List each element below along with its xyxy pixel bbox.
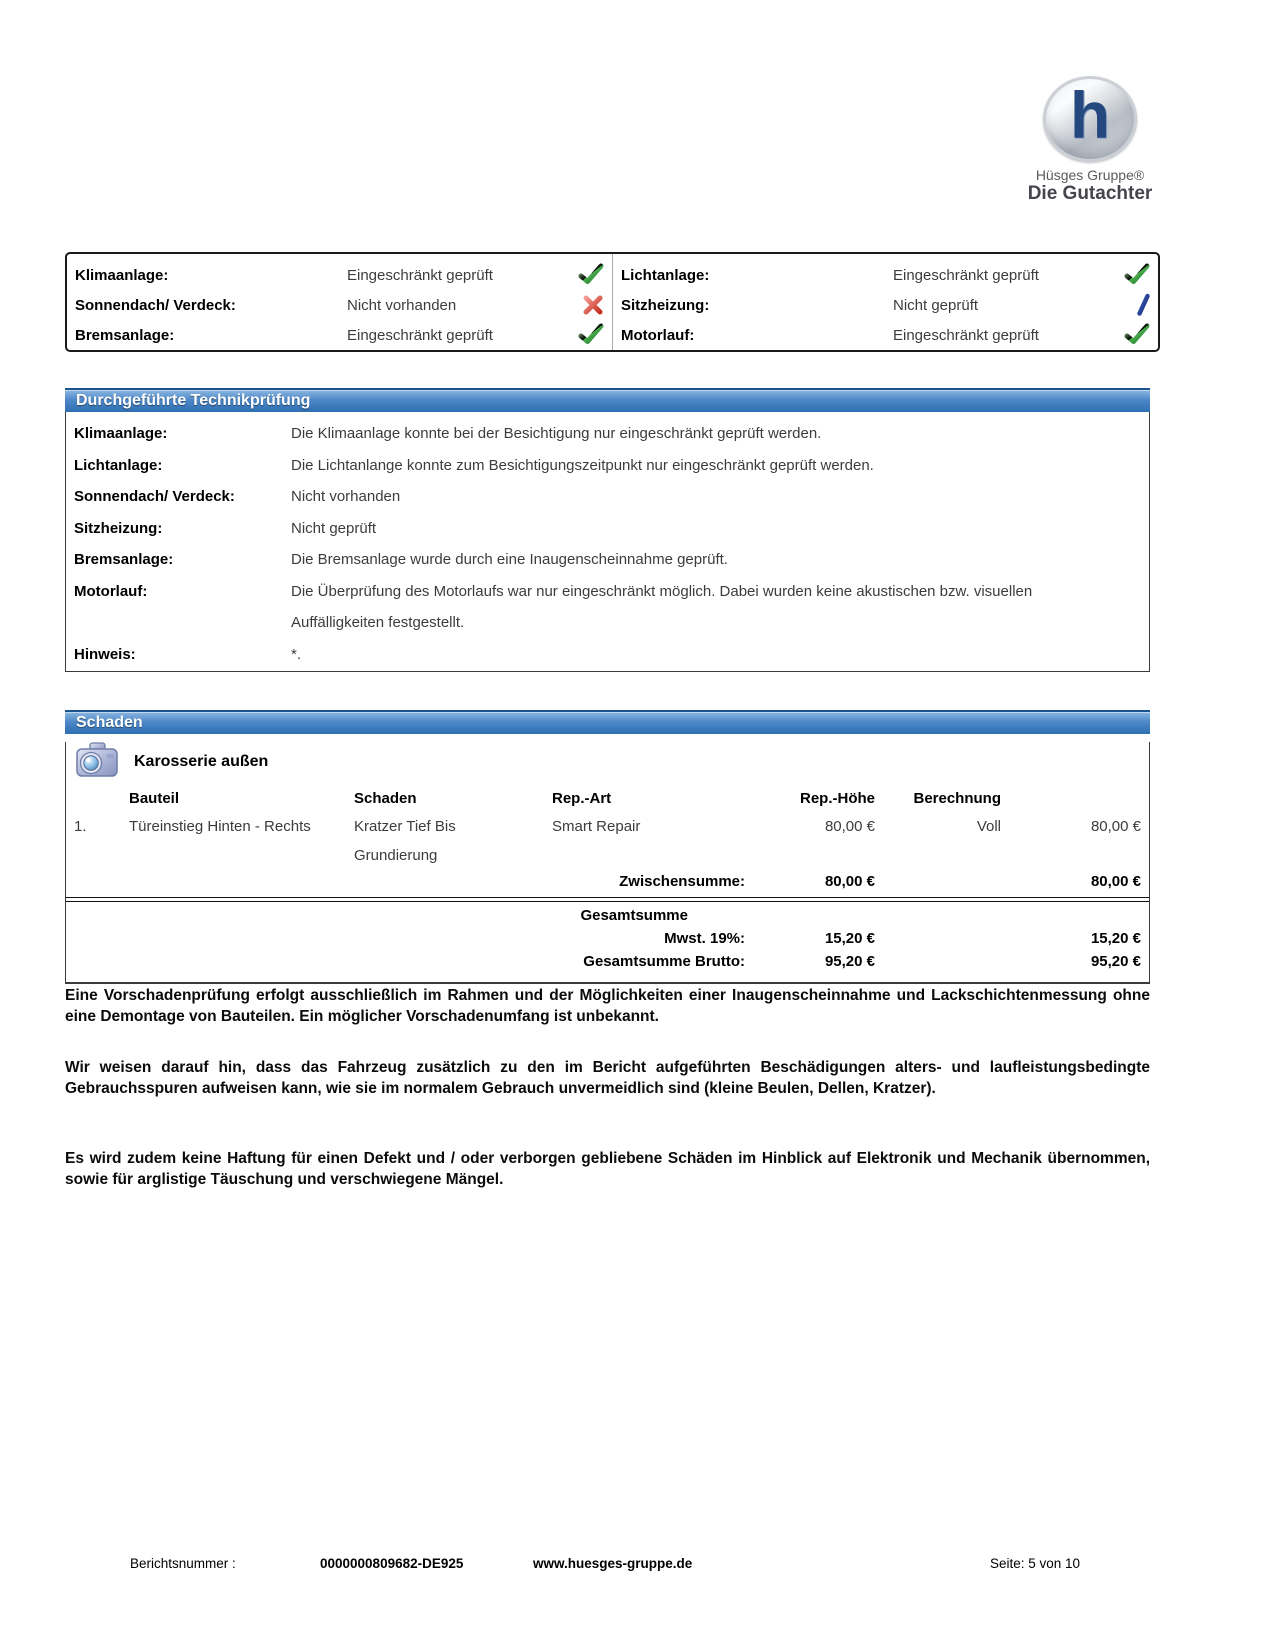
cross-icon (582, 294, 604, 316)
zwischensumme-value: 80,00 € (824, 873, 875, 890)
section-title: Schaden (76, 714, 143, 731)
status-label: Sitzheizung: (621, 296, 710, 314)
mwst-betrag: 15,20 € (1090, 930, 1141, 947)
disclaimer-vorschaden: Eine Vorschadenprüfung erfolgt ausschließlich im Rahmen und der Möglichkeiten einer Inaugenscheinnahme und Lackschichtenmessung ohne eine Demontage von Bauteilen. Ein möglicher Vorschadenumfang ist unbekannt. (65, 987, 1150, 1025)
status-value: Eingeschränkt geprüft (893, 266, 1039, 284)
logo-monogram: h (1069, 78, 1111, 152)
section-title: Durchgeführte Technikprüfung (76, 392, 311, 409)
damage-row-number: 1. (74, 818, 87, 835)
totals-divider (66, 897, 1149, 902)
pen-icon (1136, 293, 1150, 317)
status-row (621, 290, 1150, 320)
status-label: Sonnendach/ Verdeck: (75, 296, 236, 314)
damage-table (74, 782, 1141, 973)
technik-label: Motorlauf: (74, 582, 148, 600)
status-value: Nicht vorhanden (347, 296, 457, 314)
technik-label: Hinweis: (74, 645, 136, 663)
status-value: Eingeschränkt geprüft (347, 326, 493, 344)
technik-row (74, 639, 1141, 671)
technik-row (74, 450, 1141, 482)
check-icon (578, 323, 604, 347)
technik-row (74, 544, 1141, 576)
status-row (75, 320, 604, 350)
brutto-label: Gesamtsumme Brutto: (583, 953, 745, 970)
zwischensumme-label: Zwischensumme: (619, 873, 745, 890)
logo-badge-icon (1043, 76, 1137, 162)
technik-text: *. (291, 645, 302, 663)
company-logo (1012, 76, 1168, 205)
status-label: Klimaanlage: (75, 266, 169, 284)
schaden-section-header (65, 710, 1150, 734)
check-icon (1124, 323, 1150, 347)
technik-text: Die Klimaanlage konnte bei der Besichtigung nur eingeschränkt geprüft werden. (291, 425, 822, 442)
schaden-section (65, 710, 1150, 984)
status-row (621, 320, 1150, 350)
page-indicator: Seite: 5 von 10 (990, 1556, 1081, 1571)
column-header-berechnung: Berechnung (913, 790, 1001, 807)
status-column-left (67, 254, 612, 350)
brutto-value: 95,20 € (824, 953, 875, 970)
technik-section (65, 388, 1150, 672)
technik-text: Nicht geprüft (291, 519, 377, 537)
brutto-betrag: 95,20 € (1090, 953, 1141, 970)
technik-label: Sonnendach/ Verdeck: (74, 488, 235, 505)
damage-row-berechnung: Voll (976, 818, 1001, 835)
technik-text: Die Lichtanlange konnte zum Besichtigungszeitpunkt nur eingeschränkt geprüft werden. (291, 456, 874, 474)
status-label: Lichtanlage: (621, 266, 710, 284)
website-link[interactable]: www.huesges-gruppe.de (533, 1556, 693, 1571)
technik-label: Bremsanlage: (74, 551, 174, 568)
gesamtsumme-header: Gesamtsumme (580, 907, 688, 924)
status-label: Bremsanlage: (75, 326, 175, 344)
camera-icon (74, 740, 120, 785)
damage-row-betrag: 80,00 € (1090, 818, 1141, 835)
column-header-rep-hoehe: Rep.-Höhe (800, 790, 875, 807)
check-icon (578, 263, 604, 287)
check-icon (1124, 263, 1150, 287)
status-column-right (612, 254, 1158, 350)
technik-section-body (65, 412, 1150, 672)
page-footer (0, 1556, 1275, 1576)
technik-label: Sitzheizung: (74, 519, 163, 537)
damage-group-title: Karosserie außen (134, 753, 269, 770)
disclaimer-gebrauchsspuren: Wir weisen darauf hin, dass das Fahrzeug zusätzlich zu den im Bericht aufgeführten Beschädigungen alters- und laufleistungsbedingte Gebrauchsspuren aufweisen kann, wie sie im normalem Gebrauch unvermeidlich sind (kleine Beulen, Dellen, Kratzer). (65, 1059, 1150, 1097)
technik-row (74, 513, 1141, 545)
mwst-value: 15,20 € (824, 930, 875, 947)
zwischensumme-betrag: 80,00 € (1090, 873, 1141, 890)
status-row (75, 290, 604, 320)
damage-group-header (74, 742, 1141, 782)
technik-section-header (65, 388, 1150, 412)
report-number-label: Berichtsnummer : (130, 1556, 236, 1571)
column-header-bauteil: Bauteil (129, 790, 180, 807)
brand-claim: Die Gutachter (1027, 183, 1153, 204)
status-row (75, 260, 604, 290)
report-number-value: 0000000809682-DE925 (320, 1556, 464, 1571)
column-header-rep-art: Rep.-Art (552, 790, 612, 807)
status-label: Motorlauf: (621, 326, 695, 344)
status-value: Eingeschränkt geprüft (893, 326, 1039, 344)
status-value: Nicht geprüft (893, 296, 979, 314)
schaden-section-body (65, 742, 1150, 984)
technik-text: Nicht vorhanden (291, 488, 401, 505)
technik-text: Die Bremsanlage wurde durch eine Inaugenscheinnahme geprüft. (291, 551, 728, 568)
damage-row-rep-hoehe: 80,00 € (824, 818, 875, 835)
mwst-label: Mwst. 19%: (664, 930, 745, 947)
technik-text: Die Überprüfung des Motorlaufs war nur eingeschränkt möglich. Dabei wurden keine akustischen bzw. visuellen Auffälligkeiten festgestellt. (291, 582, 1033, 631)
damage-row-rep-art: Smart Repair (552, 818, 641, 835)
damage-row-schaden: Kratzer Tief Bis Grundierung (354, 818, 456, 864)
disclaimer-haftung: Es wird zudem keine Haftung für einen Defekt und / oder verborgen gebliebene Schäden im Hinblick auf Elektronik und Mechanik übernommen, sowie für arglistige Täuschung und verschwiegene Mängel. (65, 1150, 1150, 1188)
damage-row-bauteil: Türeinstieg Hinten - Rechts (129, 818, 311, 835)
technik-row (74, 481, 1141, 513)
technik-label: Klimaanlage: (74, 425, 168, 442)
status-summary-table (65, 252, 1160, 352)
technik-row (74, 576, 1141, 639)
status-row (621, 260, 1150, 290)
technik-row (74, 418, 1141, 450)
brand-name: Hüsges Gruppe® (1035, 167, 1145, 183)
column-header-schaden: Schaden (354, 790, 417, 807)
technik-label: Lichtanlage: (74, 456, 163, 474)
status-value: Eingeschränkt geprüft (347, 266, 493, 284)
